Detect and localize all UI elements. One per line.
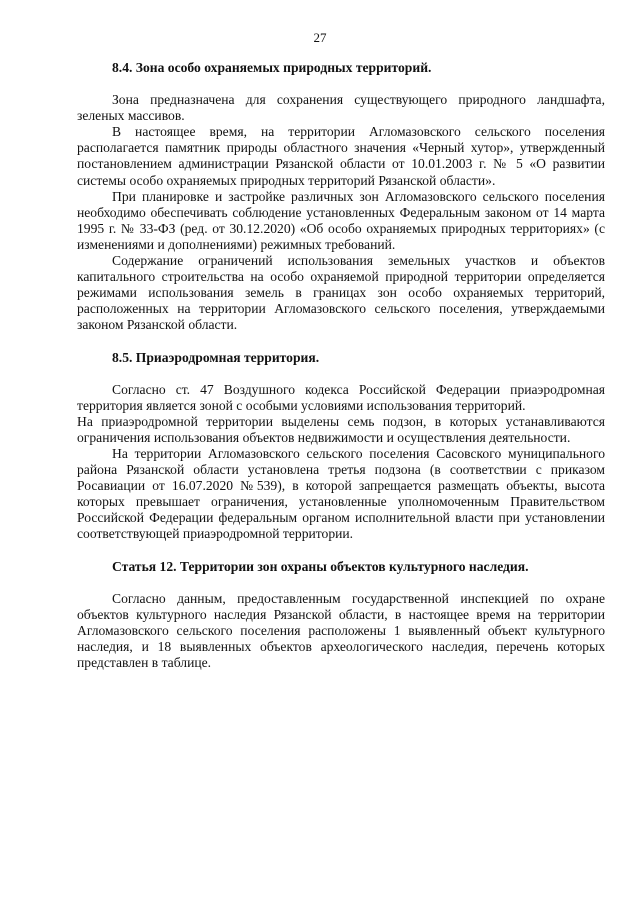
section-heading-8-5: 8.5. Приаэродромная территория. — [112, 349, 320, 365]
paragraph: На территории Агломазовского сельского поселения Сасовского муниципального района Рязанской области установлена третья подзона (в соответствии с приказом Росавиации от 16.07.2020 №539), в которой запрещается размещать объекты, высота которых превышает ограничения, установленные уполномоченным Правительством Российской Федерации федеральным органом исполнительной власти при установлении соответствующей приаэродромной территории. — [77, 445, 605, 542]
paragraph: При планировке и застройке различных зон Агломазовского сельского поселения необходимо обеспечивать соблюдение установленных Федеральным законом от 14 марта 1995 г. № 33-ФЗ (ред. от 30.12.2020) «Об особо охраняемых природных территориях» (с изменениями и дополнениями) режимных требований. — [77, 188, 605, 252]
page-number: 27 — [313, 30, 327, 45]
paragraph: Зона предназначена для сохранения существующего природного ландшафта, зеленых массивов. — [77, 92, 605, 124]
section-heading-article-12: Статья 12. Территории зон охраны объектов культурного наследия. — [112, 558, 529, 574]
paragraph: Содержание ограничений использования земельных участков и объектов капитального строительства на особо охраняемой природной территории определяется режимами использования земель в границах зон особо охраняемых территорий, расположенных на территории Агломазовского сельского поселения, утверждаемыми законом Рязанской области. — [77, 253, 605, 333]
paragraph: Согласно ст. 47 Воздушного кодекса Российской Федерации приаэродромная территория является зоной с особыми условиями использования территорий. — [77, 381, 605, 413]
paragraph: На приаэродромной территории выделены семь подзон, в которых устанавливаются ограничения использования объектов недвижимости и осуществления деятельности. — [77, 413, 605, 445]
paragraph: Согласно данным, предоставленным государственной инспекцией по охране объектов культурного наследия Рязанской области, в настоящее время на территории Агломазовского сельского поселения расположены 1 выявленный объект культурного наследия, и 18 выявленных объектов археологического наследия, перечень которых представлен в таблице. — [77, 590, 605, 670]
page-content — [77, 60, 605, 671]
paragraph: В настоящее время, на территории Агломазовского сельского поселения располагается памятник природы областного значения «Черный хутор», утвержденный постановлением администрации Рязанской области от 10.01.2003 г. № 5 «О развитии системы особо охраняемых природных территорий Рязанской области». — [77, 124, 605, 188]
section-heading-8-4: 8.4. Зона особо охраняемых природных территорий. — [112, 60, 432, 75]
